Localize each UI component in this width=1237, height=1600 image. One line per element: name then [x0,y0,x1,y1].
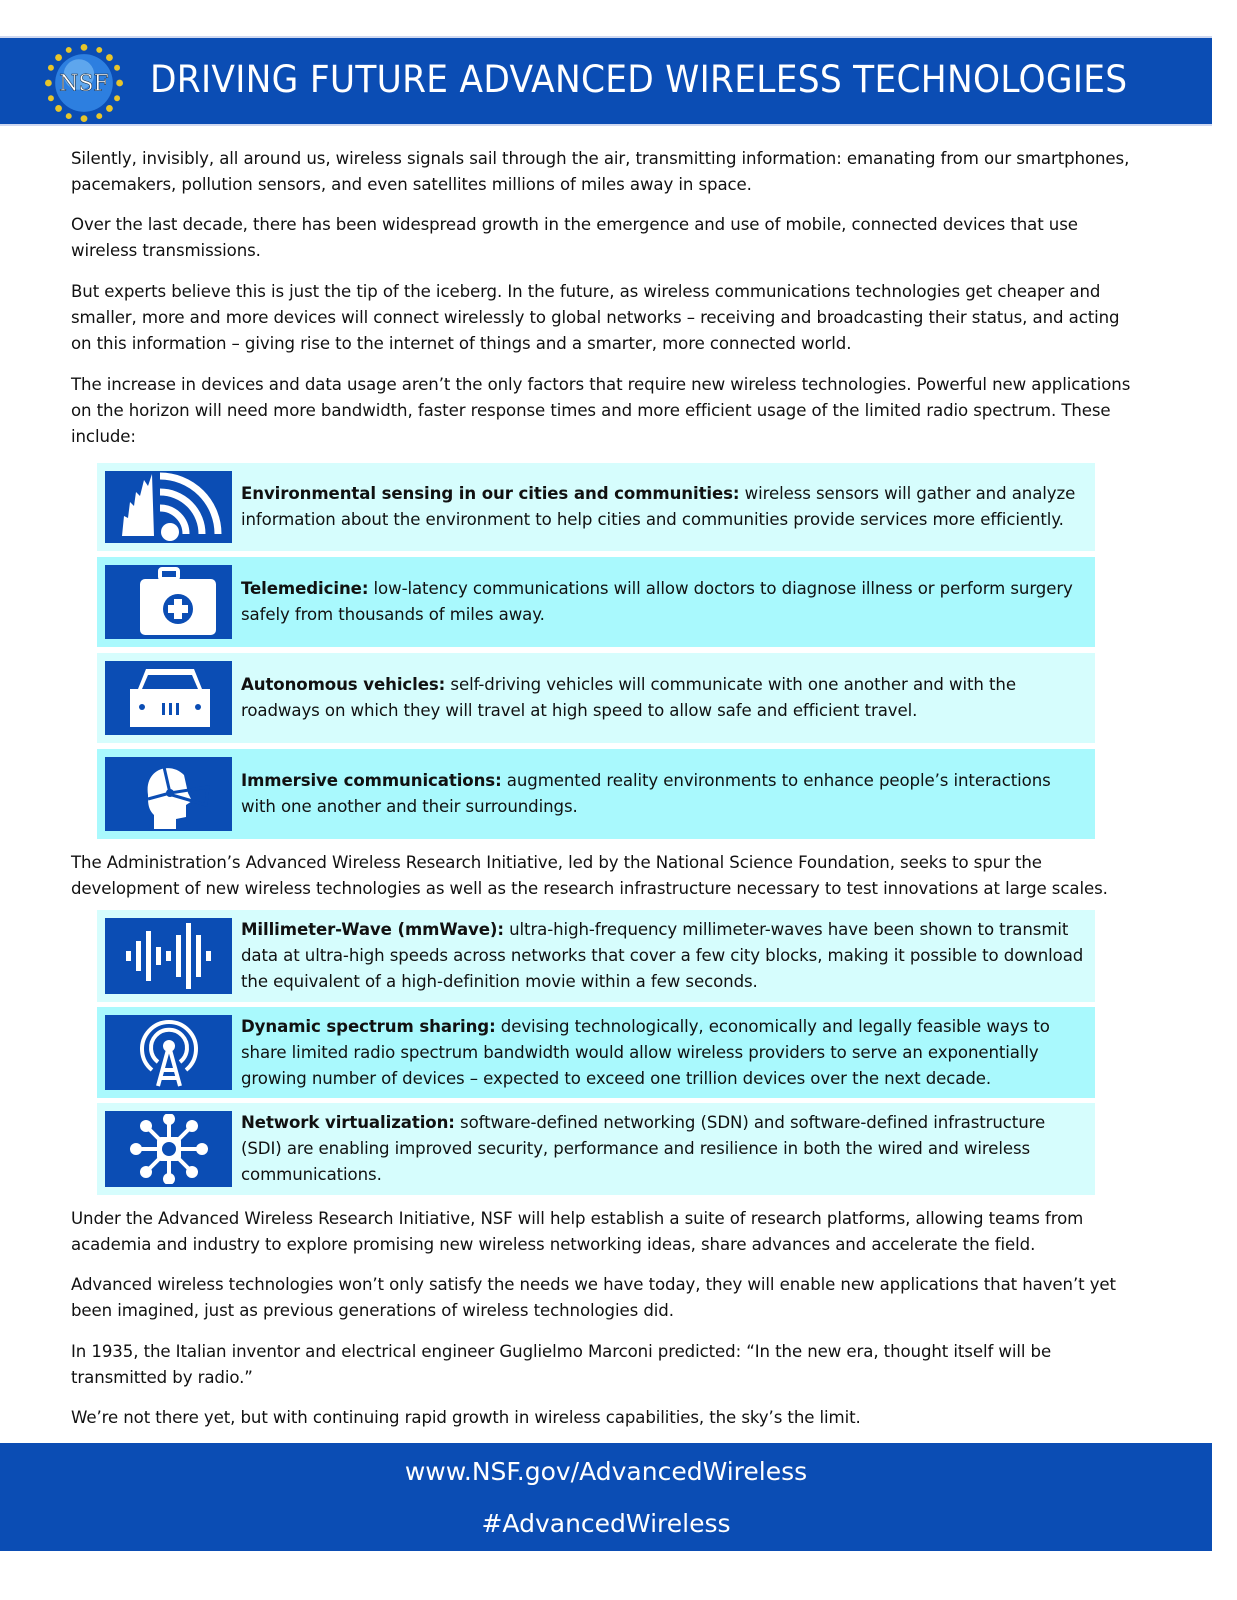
item-title: Millimeter-Wave (mmWave): [241,920,504,939]
intro-paragraph: Over the last decade, there has been widespread growth in the emergence and use of mobile, connected devices that use wireless transmissions. [71,215,1078,260]
outro-paragraph: Advanced wireless technologies won’t only satisfy the needs we have today, they will enable new applications that haven’t yet been imagined, just as previous generations of wireless technologies did. [71,1275,1116,1320]
intro-paragraph: Silently, invisibly, all around us, wireless signals sail through the air, transmitting information: emanating from our smartphones, pacemakers, pollution sensors, and even satellites millions of miles away in space. [71,149,1130,194]
technology-item [97,910,1095,1002]
outro-paragraph: In 1935, the Italian inventor and electrical engineer Guglielmo Marconi predicted: “In the new era, thought itself will be transmitted by radio.” [71,1342,1052,1387]
application-item [97,749,1095,839]
vr-headset-icon [114,759,224,829]
page-title: DRIVING FUTURE ADVANCED WIRELESS TECHNOLOGIES [150,58,1128,101]
item-text: self-driving vehicles will communicate with one another and with the roadways on which they will travel at high speed to allow safe and efficient travel. [241,675,1016,720]
nsf-logo [38,44,130,122]
footer-banner [0,1443,1212,1551]
city-wifi-icon [114,472,224,542]
sound-wave-icon [114,921,224,991]
technology-item [97,1007,1095,1098]
application-item [97,653,1095,743]
network-icon [114,1114,224,1184]
middle-paragraph: The Administration’s Advanced Wireless Research Initiative, led by the National Science Foundation, seeks to spur the development of new wireless technologies as well as the research infrastructure necessary to test innovations at large scales. [71,853,1108,898]
technology-item [97,1103,1095,1195]
item-title: Environmental sensing in our cities and communities: [241,484,740,503]
item-title: Telemedicine: [241,579,369,598]
application-item [97,463,1095,551]
footer-url-link[interactable]: www.NSF.gov/AdvancedWireless [404,1457,808,1486]
item-text: wireless sensors will gather and analyze information about the environment to help cities and communities provide services more efficiently. [241,484,1076,529]
item-title: Network virtualization: [241,1113,455,1132]
item-title: Dynamic spectrum sharing: [241,1016,496,1036]
item-text: ultra-high-frequency millimeter-waves have been shown to transmit data at ultra-high speeds across networks that cover a few city blocks, making it possible to download the equivalent of a high-definition movie within a few seconds. [241,920,1084,991]
medical-kit-icon [114,567,224,637]
application-item [97,557,1095,647]
footer-hashtag: #AdvancedWireless [481,1509,731,1538]
intro-paragraph: The increase in devices and data usage aren’t the only factors that require new wireless technologies. Powerful new applications on the horizon will need more bandwidth, faster response times and more efficient usage of the limited radio spectrum. These include: [71,375,1131,446]
item-text: software-defined networking (SDN) and software-defined infrastructure (SDI) are enabling improved security, performance and resilience in both the wired and wireless communications. [241,1113,1046,1184]
antenna-tower-icon [114,1018,224,1088]
car-icon [114,663,224,733]
item-title: Immersive communications: [241,771,502,790]
item-text: low-latency communications will allow doctors to diagnose illness or perform surgery safely from thousands of miles away. [241,579,1073,624]
header-banner [0,36,1212,126]
outro-paragraph: We’re not there yet, but with continuing rapid growth in wireless capabilities, the sky’s the limit. [71,1408,861,1427]
item-title: Autonomous vehicles: [241,675,446,694]
intro-paragraph: But experts believe this is just the tip of the iceberg. In the future, as wireless communications technologies get cheaper and smaller, more and more devices will connect wirelessly to global networks – receiving and broadcasting their status, and acting on this information – giving rise to the internet of things and a smarter, more connected world. [71,282,1120,353]
item-text: devising technologically, economically and legally feasible ways to share limited radio spectrum bandwidth would allow wireless providers to serve an exponentially growing number of devices – expected to exceed one trillion devices over the next decade. [241,1016,1050,1088]
item-text: augmented reality environments to enhance people’s interactions with one another and their surroundings. [241,771,1051,816]
svg-text:NSF: NSF [59,71,109,97]
outro-paragraph: Under the Advanced Wireless Research Initiative, NSF will help establish a suite of research platforms, allowing teams from academia and industry to explore promising new wireless networking ideas, share advances and accelerate the field. [71,1209,1084,1254]
